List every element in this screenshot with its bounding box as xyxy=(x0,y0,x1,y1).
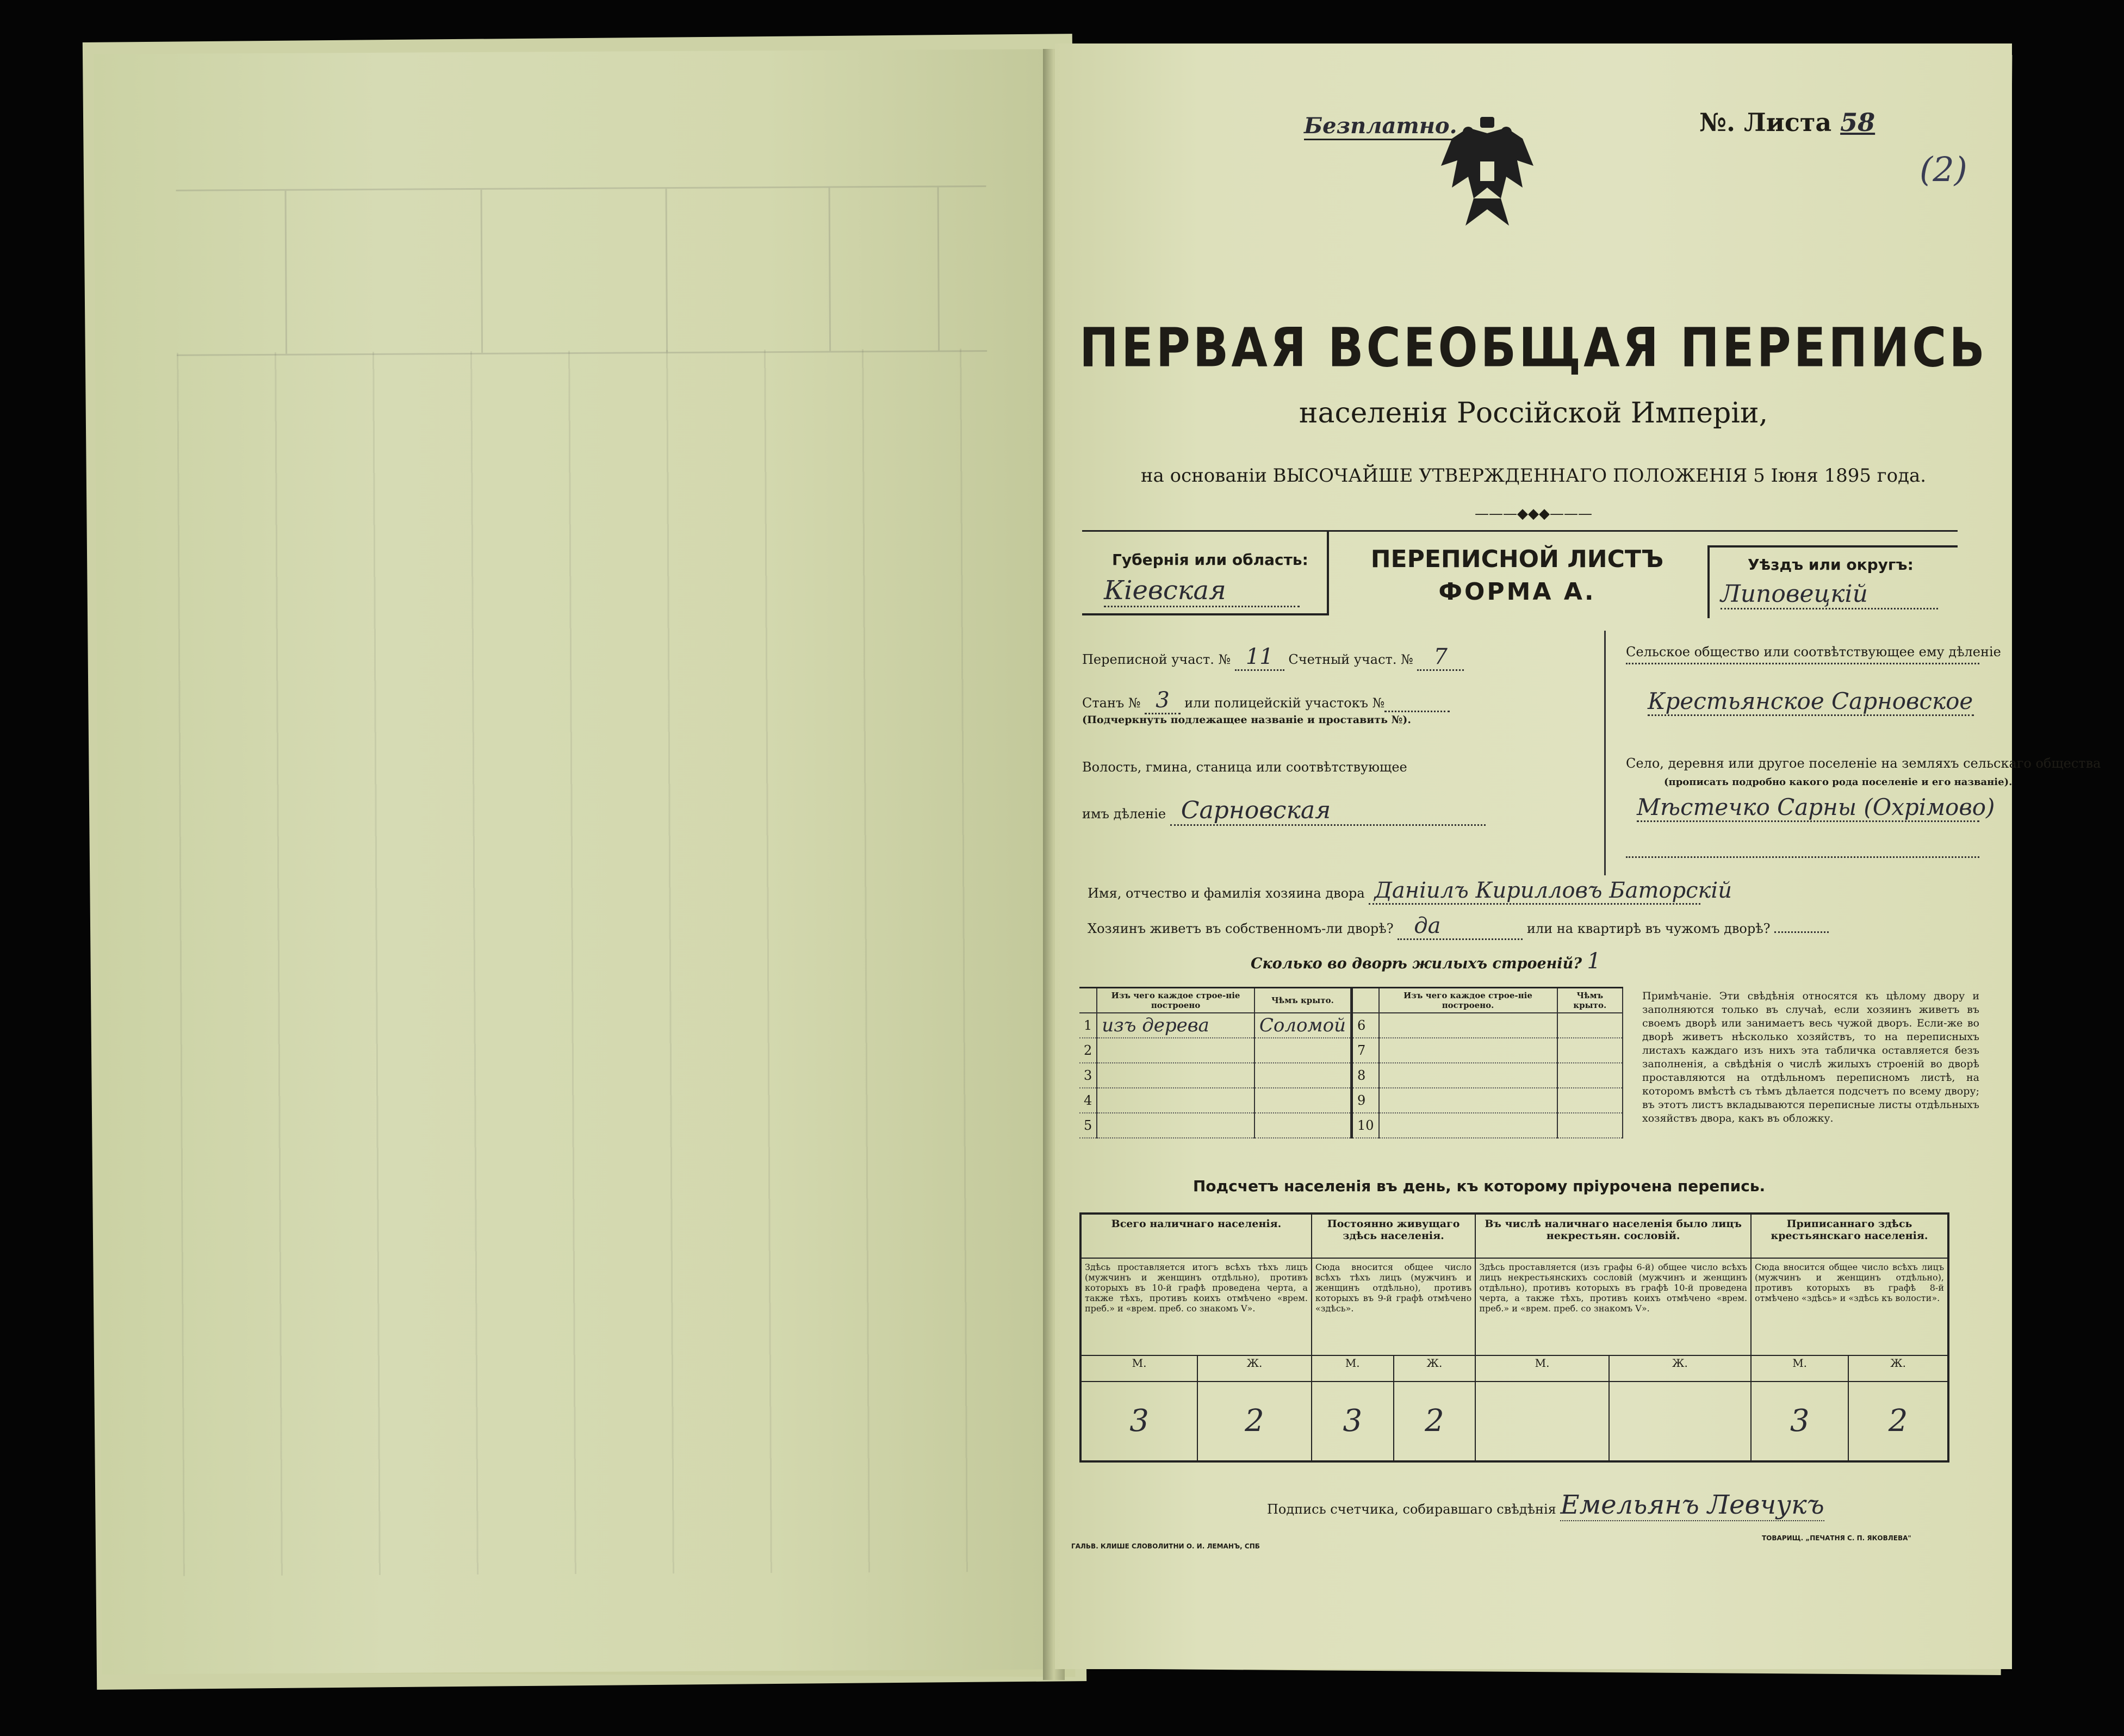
selo-note: (прописать подробно какого рода поселеніе и его названіе). xyxy=(1664,776,2013,788)
totals-column-title: Постоянно живущаго здѣсь населенія. xyxy=(1312,1214,1475,1258)
form-type: ФОРМА А. xyxy=(1438,578,1596,606)
row-number: 3 xyxy=(1079,1063,1097,1088)
roof-cell xyxy=(1557,1113,1623,1138)
row-number: 7 xyxy=(1352,1038,1379,1063)
material-cell xyxy=(1379,1113,1557,1138)
buildings-value: 1 xyxy=(1587,949,1601,974)
male-header: М. xyxy=(1312,1355,1394,1382)
uezd-label: Уѣздъ или округъ: xyxy=(1748,556,1914,574)
totals-column-title: Въ числѣ наличнаго населенія было лицъ некрестьян. сословій. xyxy=(1475,1214,1751,1258)
female-count: 2 xyxy=(1848,1382,1948,1461)
roof-cell xyxy=(1254,1063,1351,1088)
female-header: Ж. xyxy=(1848,1355,1948,1382)
uezd-value: Липовецкій xyxy=(1721,580,1938,609)
printer-left: ГАЛЬВ. КЛИШЕ СЛОВОЛИТНИ О. И. ЛЕМАНЪ, СПБ xyxy=(1071,1542,1260,1550)
form-title: ПЕРВАЯ ВСЕОБЩАЯ ПЕРЕПИСЬ xyxy=(1079,316,1988,379)
signature-row: Подпись счетчика, собиравшаго свѣдѣнія Емельянъ Левчукъ xyxy=(1267,1490,1824,1520)
female-count: 2 xyxy=(1197,1382,1312,1461)
obshchestvo-line xyxy=(1626,661,1979,664)
legal-basis: на основаніи ВЫСОЧАЙШЕ УТВЕРЖДЕННАГО ПОЛОЖЕНІЯ 5 Іюня 1895 года. xyxy=(1140,465,1927,487)
row-number: 8 xyxy=(1352,1063,1379,1088)
free-label: Безплатно. xyxy=(1304,113,1457,140)
own-yard-value: да xyxy=(1398,913,1523,940)
male-count: 3 xyxy=(1312,1382,1394,1461)
schetny-value: 7 xyxy=(1417,644,1463,671)
material-cell xyxy=(1379,1088,1557,1113)
ornament: ———◆◆◆——— xyxy=(1475,506,1592,522)
table-row xyxy=(1352,1088,1623,1113)
form-name: ПЕРЕПИСНОЙ ЛИСТЪ xyxy=(1370,545,1664,573)
apartment-value xyxy=(1774,931,1829,933)
buildings-table-right: Изъ чего каждое строе-ніе построено. Чѣмъ крыто. 6 7 8 9 10 xyxy=(1351,988,1623,1138)
table-row xyxy=(1079,1038,1351,1063)
selo-label: Село, деревня или другое поселеніе на земляхъ сельскаго общества xyxy=(1626,756,2101,771)
roof-cell xyxy=(1557,1013,1623,1038)
totals-heading: Подсчетъ населенія въ день, къ которому пріурочена перепись. xyxy=(1193,1177,1766,1195)
volost-value: Сарновская xyxy=(1170,797,1486,826)
female-header: Ж. xyxy=(1609,1355,1751,1382)
region-header-box xyxy=(1082,530,1958,619)
table-row xyxy=(1352,1113,1623,1138)
row-number: 4 xyxy=(1079,1088,1097,1113)
material-cell: изъ дерева xyxy=(1097,1013,1254,1038)
selo-line xyxy=(1626,856,1979,858)
table-row xyxy=(1079,1063,1351,1088)
totals-column-title: Приписаннаго здѣсь крестьянскаго населенія. xyxy=(1751,1214,1948,1258)
row-number: 9 xyxy=(1352,1088,1379,1113)
totals-column-description: Здѣсь проставляется (изъ графы 6-й) общее число всѣхъ лицъ некрестьянскихъ сословій (мужчинъ и женщинъ отдѣльно), противъ которыхъ въ графѣ 10-й проведена черта, а также тѣхъ, противъ коихъ отмѣчено «врем. преб.» и «врем. преб. со знакомъ V». xyxy=(1475,1258,1751,1355)
totals-column-title: Всего наличнаго населенія. xyxy=(1080,1214,1312,1258)
double-headed-eagle-icon xyxy=(1436,117,1539,237)
residence-row: Хозяинъ живетъ въ собственномъ-ли дворѣ? да или на квартирѣ въ чужомъ дворѣ? xyxy=(1088,913,1829,940)
gubernia-box xyxy=(1082,532,1329,615)
gubernia-label: Губернія или область: xyxy=(1112,551,1308,569)
female-header: Ж. xyxy=(1394,1355,1476,1382)
male-count: 3 xyxy=(1080,1382,1197,1461)
note-paragraph: Примѣчаніе. Эти свѣдѣнія относятся къ цѣлому двору и заполняются только въ случаѣ, если хозяинъ живетъ въ своемъ дворѣ или занимаетъ весь чужой дворъ. Если-же во дворѣ живетъ нѣсколько хозяйствъ, то на переписныхъ листахъ каждаго изъ нихъ эта табличка оставляется безъ заполненія, а свѣдѣнія о числѣ жилыхъ строеній во дворѣ проставляются на отдѣльномъ переписномъ листѣ, на которомъ вмѣстѣ съ тѣмъ дѣлается подсчетъ по всему двору; въ этотъ листъ вкладываются переписные листы отдѣльныхъ хозяйствъ двора, какъ въ обложку. xyxy=(1642,990,1979,1124)
table-row xyxy=(1079,1013,1351,1038)
totals-column-description: Здѣсь проставляется итогъ всѣхъ тѣхъ лицъ (мужчинъ и женщинъ отдѣльно), противъ которыхъ въ 10-й графѣ проведена черта, а также тѣхъ, противъ коихъ отмѣчено «врем. преб.» и «врем. преб. со знакомъ V». xyxy=(1080,1258,1312,1355)
row-number: 5 xyxy=(1079,1113,1097,1138)
roof-cell xyxy=(1254,1113,1351,1138)
signature-value: Емельянъ Левчукъ xyxy=(1560,1490,1824,1520)
material-cell xyxy=(1097,1113,1254,1138)
stan-row: Станъ № 3 или полицейскій участокъ № xyxy=(1082,688,1450,713)
obshchestvo-label: Сельское общество или соотвѣтствующее ему дѣленіе xyxy=(1626,644,2001,659)
perepisnoy-value: 11 xyxy=(1235,644,1284,671)
stan-value: 3 xyxy=(1145,688,1180,714)
table-row xyxy=(1352,1063,1623,1088)
census-form-page xyxy=(1055,43,2101,1669)
margin-number: (2) xyxy=(1920,150,1967,189)
male-header: М. xyxy=(1751,1355,1848,1382)
buildings-table xyxy=(1079,987,1623,1135)
totals-column-description: Сюда вносится общее число всѣхъ лицъ (мужчинъ и женщинъ отдѣльно), противъ которыхъ въ графѣ 8-й отмѣчено «здѣсь» и «здѣсь къ волости». xyxy=(1751,1258,1948,1355)
female-header: Ж. xyxy=(1197,1355,1312,1382)
selo-value: Мѣстечко Сарны (Охрімово) xyxy=(1637,794,1979,822)
roof-cell xyxy=(1557,1063,1623,1088)
buildings-table-left: Изъ чего каждое строе-ніе построено Чѣмъ крыто. 1 изъ дерева Соломой 2 3 4 5 xyxy=(1079,988,1351,1138)
roof-cell xyxy=(1557,1038,1623,1063)
perepisnoy-row: Переписной участ. № 11 Счетный участ. № 7 xyxy=(1082,644,1464,669)
sheet-number-label: №. Листа 58 xyxy=(1699,108,1875,137)
male-count: 3 xyxy=(1751,1382,1848,1461)
sheet-number-value: 58 xyxy=(1840,108,1875,137)
volost-label: Волость, гмина, станица или соотвѣтствующее xyxy=(1082,760,1407,775)
gubernia-value: Кіевская xyxy=(1104,575,1300,607)
row-number: 10 xyxy=(1352,1113,1379,1138)
volost-row: имъ дѣленіе Сарновская xyxy=(1082,797,1486,826)
male-header: М. xyxy=(1080,1355,1197,1382)
table-row xyxy=(1079,1113,1351,1138)
material-cell xyxy=(1379,1038,1557,1063)
bleed-through-grid xyxy=(177,349,993,1576)
row-number: 2 xyxy=(1079,1038,1097,1063)
form-subtitle: населенія Россійской Имперіи, xyxy=(1299,397,1768,430)
female-count xyxy=(1609,1382,1751,1461)
column-divider xyxy=(1604,631,1608,875)
roof-cell xyxy=(1557,1088,1623,1113)
police-value xyxy=(1384,695,1450,712)
left-page-blank xyxy=(94,49,1059,1674)
owner-value: Даніилъ Кирилловъ Баторскій xyxy=(1369,878,1700,905)
roof-cell xyxy=(1254,1038,1351,1063)
printer-right: ТОВАРИЩ. „ПЕЧАТНЯ С. П. ЯКОВЛЕВА" xyxy=(1762,1534,1911,1542)
row-number: 1 xyxy=(1079,1013,1097,1038)
uezd-box xyxy=(1707,545,1958,618)
table-row xyxy=(1079,1088,1351,1113)
material-cell xyxy=(1097,1088,1254,1113)
underline-note: (Подчеркнуть подлежащее названіе и проставить №). xyxy=(1082,714,1411,726)
bleed-through-table xyxy=(176,185,988,356)
table-row xyxy=(1352,1038,1623,1063)
material-cell xyxy=(1097,1063,1254,1088)
material-cell xyxy=(1379,1063,1557,1088)
material-cell xyxy=(1379,1013,1557,1038)
male-count xyxy=(1475,1382,1608,1461)
material-cell xyxy=(1097,1038,1254,1063)
roof-cell xyxy=(1254,1088,1351,1113)
table-row xyxy=(1352,1013,1623,1038)
male-header: М. xyxy=(1475,1355,1608,1382)
roof-cell: Соломой xyxy=(1254,1013,1351,1038)
buildings-row: Сколько во дворѣ жилыхъ строеній? 1 xyxy=(1251,949,1601,974)
female-count: 2 xyxy=(1394,1382,1476,1461)
totals-table xyxy=(1079,1212,1949,1463)
totals-column-description: Сюда вносится общее число всѣхъ тѣхъ лицъ (мужчинъ и женщинъ отдѣльно), противъ которыхъ въ 9-й графѣ отмѣчено «здѣсь». xyxy=(1312,1258,1475,1355)
owner-row: Имя, отчество и фамилія хозяина двора Даніилъ Кирилловъ Баторскій xyxy=(1088,878,1700,905)
row-number: 6 xyxy=(1352,1013,1379,1038)
obshchestvo-value: Крестьянское Сарновское xyxy=(1648,688,1974,716)
